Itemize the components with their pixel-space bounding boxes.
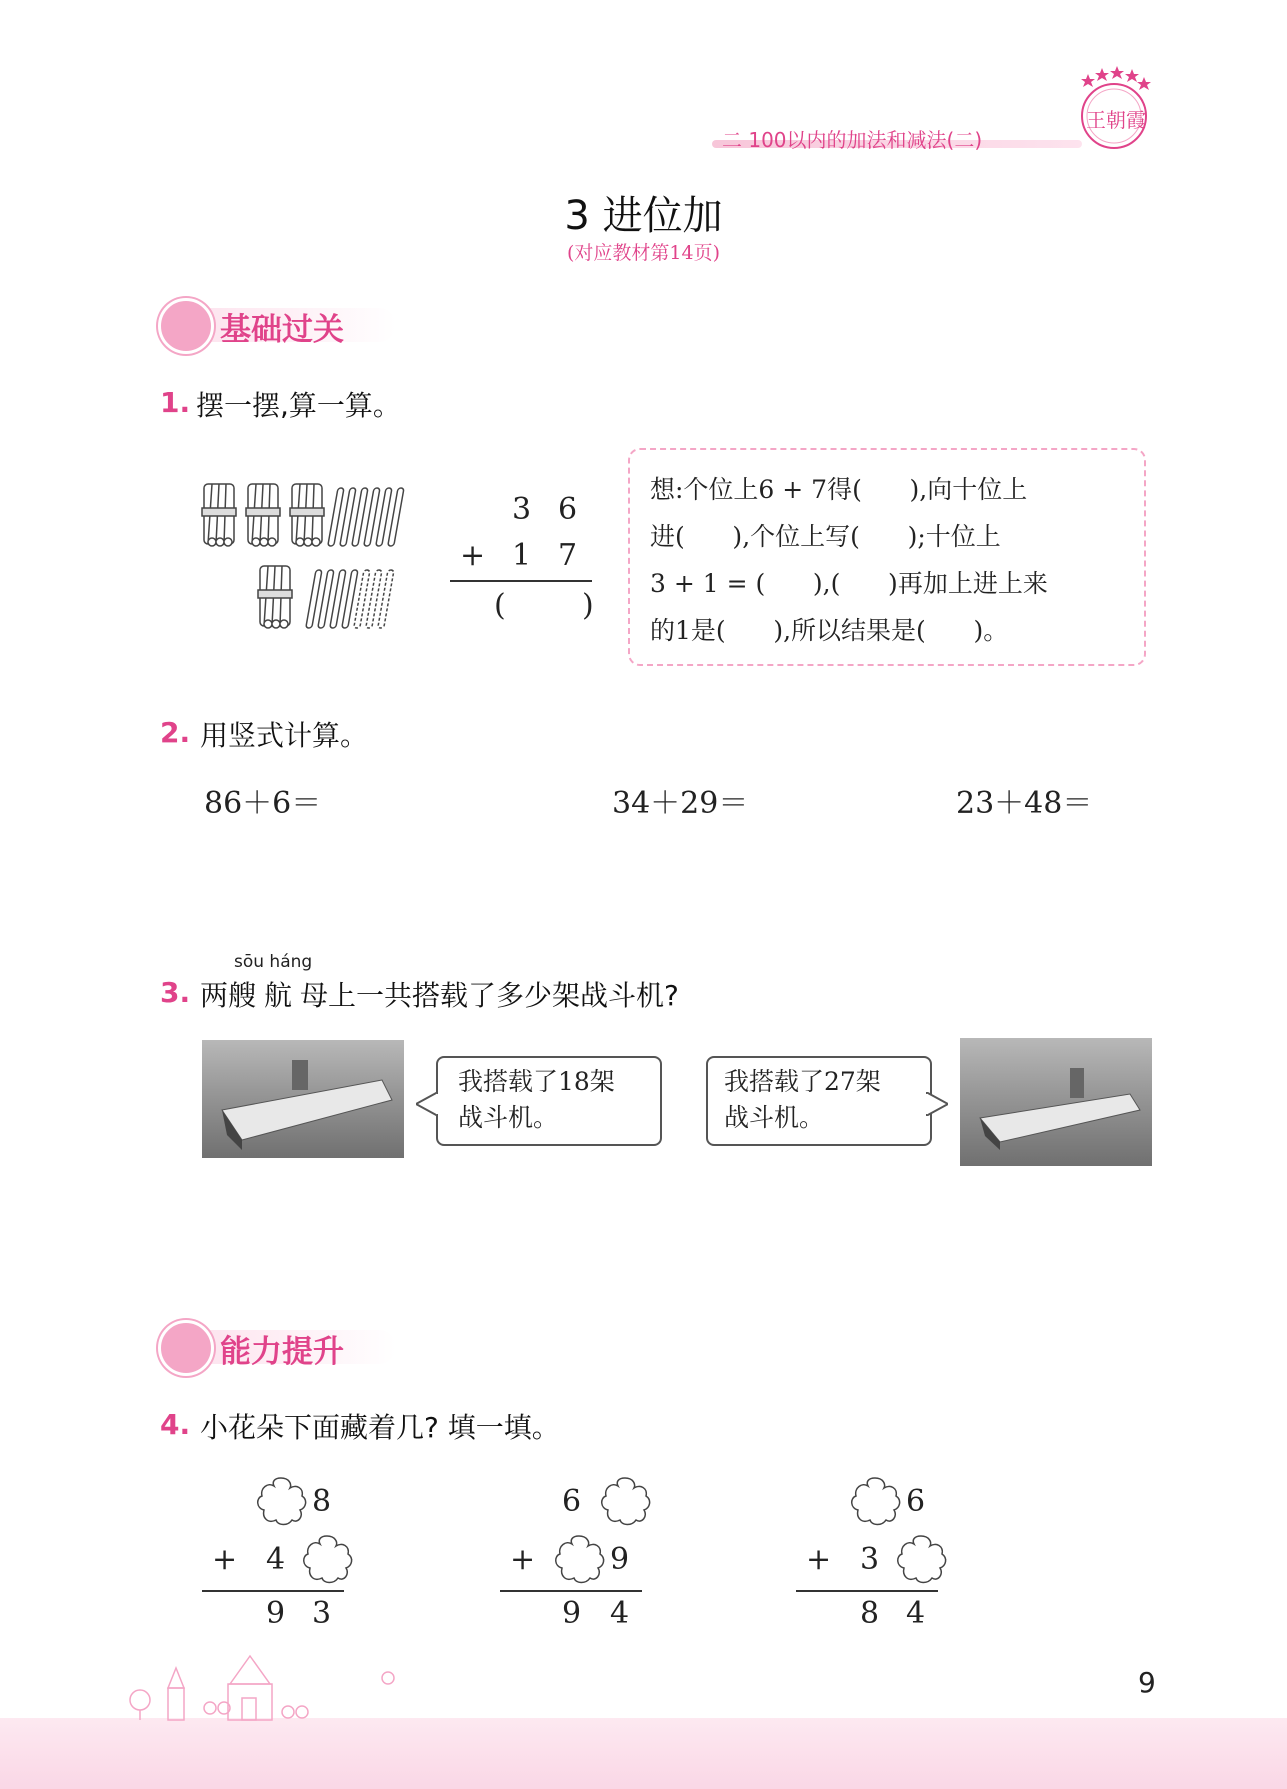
counting-sticks-illustration	[198, 478, 420, 636]
hint-line: 想:个位上6 + 7得( ),向十位上	[650, 475, 1028, 504]
pinyin-annotation: sōu háng	[234, 952, 313, 972]
brand-seal	[1072, 64, 1152, 150]
section-banner-basic	[158, 298, 418, 350]
equation: 86＋6＝	[204, 786, 322, 821]
bubble-line: 我搭载了18架	[458, 1067, 615, 1096]
digit: 9	[562, 1596, 582, 1631]
question-number: 1.	[160, 386, 191, 419]
bubble-tail	[416, 1092, 438, 1116]
lesson-title: 3 进位加	[564, 193, 723, 239]
hint-line: 3 + 1 = ( ),( )再加上进上来	[650, 569, 1048, 598]
digit: 6	[558, 492, 578, 527]
digit: 9	[610, 1542, 630, 1577]
plus-sign: +	[806, 1542, 832, 1577]
question-text: 小花朵下面藏着几? 填一填。	[200, 1411, 560, 1444]
bubble-line: 战斗机。	[458, 1103, 559, 1132]
digit: 3	[860, 1542, 880, 1577]
flower-blank-icon[interactable]	[598, 1474, 652, 1528]
digit: 4	[266, 1542, 286, 1577]
pinyin-word: 航	[264, 979, 293, 1012]
flower-blank-icon[interactable]	[254, 1474, 308, 1528]
brand-text: 王朝霞	[1086, 108, 1146, 132]
character-avatar-icon	[158, 1320, 214, 1376]
section-banner-advanced	[158, 1320, 418, 1372]
sum-line	[500, 1590, 642, 1592]
question-number: 3.	[160, 976, 191, 1009]
digit: 8	[860, 1596, 880, 1631]
question-text: 摆一摆,算一算。	[196, 389, 401, 422]
section-title: 基础过关	[220, 312, 344, 348]
question-text: 用竖式计算。	[200, 719, 369, 752]
page-number: 9	[1138, 1666, 1156, 1699]
bubble-line: 战斗机。	[724, 1103, 825, 1132]
digit: 8	[312, 1484, 332, 1519]
castle-decoration-icon	[118, 1648, 408, 1722]
aircraft-carrier-photo	[202, 1040, 404, 1158]
speech-bubble	[706, 1056, 932, 1146]
hint-box	[628, 448, 1146, 666]
question-text-part: 母上一共搭载了多少架战斗机?	[300, 979, 679, 1012]
chapter-header: 二 100以内的加法和减法(二)	[722, 128, 983, 152]
plus-sign: +	[460, 538, 486, 573]
question-number: 4.	[160, 1408, 191, 1441]
aircraft-carrier-photo	[960, 1038, 1152, 1166]
footer-band	[0, 1718, 1287, 1789]
digit: 4	[610, 1596, 630, 1631]
flower-blank-icon[interactable]	[300, 1532, 354, 1586]
equation: 23＋48＝	[956, 786, 1093, 821]
question-text	[200, 974, 679, 1014]
digit: 3	[512, 492, 532, 527]
hint-line: 的1是( ),所以结果是( )。	[650, 616, 1009, 645]
character-avatar-icon	[158, 298, 214, 354]
bubble-tail	[926, 1092, 948, 1116]
digit: 7	[558, 538, 578, 573]
digit: 3	[312, 1596, 332, 1631]
flower-blank-icon[interactable]	[894, 1532, 948, 1586]
digit: 9	[266, 1596, 286, 1631]
sum-line	[796, 1590, 938, 1592]
section-title: 能力提升	[220, 1334, 344, 1370]
lesson-subtitle: (对应教材第14页)	[566, 242, 720, 264]
answer-blank[interactable]: ( )	[494, 588, 594, 623]
sum-line	[202, 1590, 344, 1592]
plus-sign: +	[212, 1542, 238, 1577]
flower-blank-icon[interactable]	[552, 1532, 606, 1586]
digit: 1	[512, 538, 532, 573]
equation: 34＋29＝	[612, 786, 749, 821]
digit: 6	[906, 1484, 926, 1519]
speech-bubble	[436, 1056, 662, 1146]
bubble-line: 我搭载了27架	[724, 1067, 881, 1096]
digit: 4	[906, 1596, 926, 1631]
digit: 6	[562, 1484, 582, 1519]
question-number: 2.	[160, 716, 191, 749]
sum-line	[450, 580, 592, 582]
question-text-part: 两艘	[200, 979, 257, 1012]
flower-blank-icon[interactable]	[848, 1474, 902, 1528]
hint-line: 进( ),个位上写( );十位上	[650, 522, 1001, 551]
plus-sign: +	[510, 1542, 536, 1577]
